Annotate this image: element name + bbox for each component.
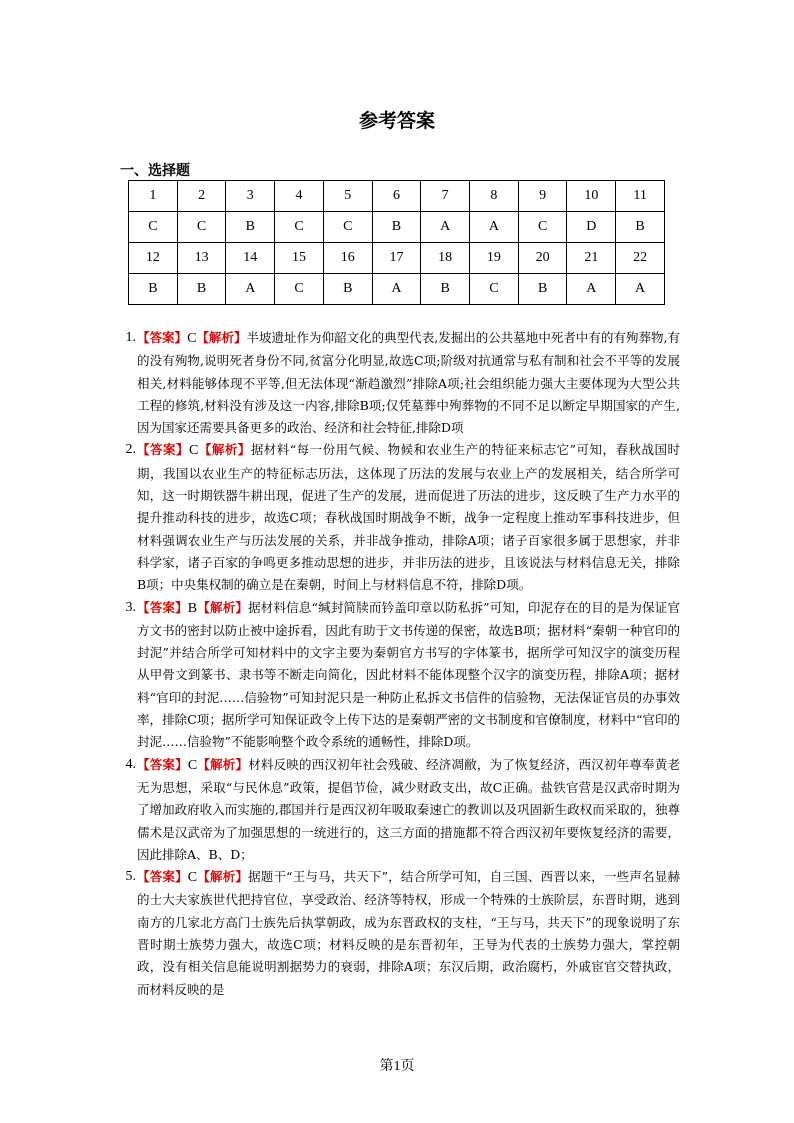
table-cell: A <box>616 274 665 305</box>
table-cell: 15 <box>275 243 324 274</box>
item-analysis: 据材料信息“缄封简牍而钤盖印章以防私拆”可知，印泥存在的目的是为保证官方文书的密封以防止被中途拆看，因此有助于文书传递的保密，故选B项；据材料“秦朝一种官印的封泥”并结合所学可知材料中的文字主要为秦朝官方书写的字体篆书，据所学可知汉字的演变历程从甲骨文到篆书、隶书等不断走向简化，因此材料不能体现整个汉字的演变历程，排除A项；据材料“官印的封泥……信验物”可知封泥只是一种防止私拆文书信件的信验物，无法保证官员的办事效率，排除C项；据所学可知保证政令上传下达的是秦朝严密的文书制度和官僚制度，材料中“官印的封泥……信验物”不能影响整个政令系统的通畅性，排除D项。 <box>137 599 680 750</box>
item-answer: C <box>187 331 197 346</box>
table-row <box>129 243 665 274</box>
section-title: 一、选择题 <box>120 163 190 179</box>
page-number: 第1页 <box>379 1059 415 1074</box>
table-cell: A <box>226 274 275 305</box>
answer-list <box>112 327 680 1001</box>
table-cell: B <box>226 212 275 243</box>
table-cell: 19 <box>470 243 519 274</box>
list-item <box>112 327 680 439</box>
table-cell: 13 <box>177 243 226 274</box>
analysis-tag: 【解析】 <box>197 756 249 772</box>
item-analysis: 据材料“每一份用气候、物候和农业生产的特征来标志它”可知，春秋战国时期，我国以农业生产的特征标志历法，这体现了历法的发展与农业上产的发展相关，结合所学可知，这一时期铁器牛耕出现，促进了生产的发展，进而促进了历法的进步，这反映了生产力水平的提升推动科技的进步，故选C项；春秋战国时期战争不断，战争一定程度上推动军事科技进步，但材料强调农业生产与历法发展的关系，并非战争推动，排除A项；诸子百家很多属于思想家，并非科学家，诸子百家的争鸣更多推动思想的进步，并非历法的进步，且该说法与材料信息无关，排除B项；中央集权制的确立是在秦朝，时间上与材料信息不符，排除D项。 <box>137 442 680 593</box>
page-title: 参考答案 <box>358 110 435 132</box>
analysis-tag: 【解析】 <box>197 599 249 615</box>
table-cell: 11 <box>616 181 665 212</box>
table-cell: C <box>323 212 372 243</box>
answer-table <box>128 180 665 305</box>
table-cell: 17 <box>372 243 421 274</box>
table-cell: 21 <box>567 243 616 274</box>
answer-tag: 【答案】 <box>137 756 188 772</box>
table-cell: B <box>177 274 226 305</box>
table-row <box>129 212 665 243</box>
answer-tag: 【答案】 <box>137 442 189 458</box>
item-analysis: 材料反映的西汉初年社会残破、经济凋敝，为了恢复经济，西汉初年尊奉黄老无为思想，采取“与民休息”政策，提倡节俭，减少财政支出，故C正确。盐铁官营是汉武帝时期为了增加政府收入而实施的,郡国并行是西汉初年吸取秦速亡的教训以及巩固新生政权而采取的，独尊儒术是汉武帝为了加强思想的一统进行的，这三方面的措施都不符合西汉初年要恢复经济的需要，因此排除A、B、D； <box>137 756 680 862</box>
table-cell: 16 <box>323 243 372 274</box>
table-cell: C <box>275 212 324 243</box>
table-cell: 3 <box>226 181 275 212</box>
list-item <box>112 597 680 754</box>
item-answer: C <box>187 870 198 886</box>
table-cell: D <box>567 212 616 243</box>
table-row <box>129 274 665 305</box>
item-answer: B <box>187 600 198 616</box>
table-cell: 14 <box>226 243 275 274</box>
table-cell: 7 <box>421 181 470 212</box>
table-cell: B <box>518 274 567 305</box>
table-cell: C <box>518 212 567 243</box>
item-number: 5. <box>125 869 136 885</box>
list-item <box>112 754 680 866</box>
table-cell: C <box>275 274 324 305</box>
item-number: 4. <box>125 756 136 772</box>
table-cell: A <box>470 212 519 243</box>
item-analysis: 半坡遗址作为仰韶文化的典型代表,发掘出的公共墓地中死者中有的有殉葬物,有的没有殉物,说明死者身份不同,贫富分化明显,故选C项;阶级对抗通常与私有制和社会不平等的发展相关,材料能够体现不平等,但无法体现“渐趋激烈”排除A项;社会组织能力强大主要体现为大型公共工程的修筑,材料没有涉及这一内容,排除B项;仅凭墓葬中殉葬物的不同不足以断定早期国家的产生,因为国家还需要具备更多的政治、经济和社会特征,排除D项 <box>137 330 680 436</box>
table-cell: B <box>323 274 372 305</box>
item-number: 3. <box>125 599 136 615</box>
table-row <box>129 181 665 212</box>
table-cell: 12 <box>129 243 178 274</box>
table-cell: 22 <box>616 243 665 274</box>
analysis-tag: 【解析】 <box>196 330 247 345</box>
table-cell: A <box>372 274 421 305</box>
table-cell: 20 <box>518 243 567 274</box>
answer-tag: 【答案】 <box>137 330 188 345</box>
table-cell: B <box>129 274 178 305</box>
answer-tag: 【答案】 <box>137 869 188 885</box>
table-cell: B <box>616 212 665 243</box>
item-answer: C <box>187 757 198 773</box>
table-cell: C <box>177 212 226 243</box>
table-cell: C <box>470 274 519 305</box>
list-item <box>112 866 680 1001</box>
table-cell: 2 <box>177 181 226 212</box>
table-cell: A <box>421 212 470 243</box>
item-answer: C <box>188 443 199 459</box>
table-cell: A <box>567 274 616 305</box>
table-cell: B <box>421 274 470 305</box>
table-cell: C <box>129 212 178 243</box>
table-cell: 4 <box>275 181 324 212</box>
table-cell: 8 <box>470 181 519 212</box>
table-cell: 5 <box>323 181 372 212</box>
item-number: 2. <box>125 442 136 458</box>
list-item <box>112 439 680 596</box>
analysis-tag: 【解析】 <box>197 869 249 885</box>
table-cell: 10 <box>567 181 616 212</box>
answer-tag: 【答案】 <box>137 599 188 615</box>
table-cell: B <box>372 212 421 243</box>
analysis-tag: 【解析】 <box>198 442 251 458</box>
table-cell: 18 <box>421 243 470 274</box>
table-cell: 1 <box>129 181 178 212</box>
item-analysis: 据题干“王与马，共天下”，结合所学可知，自三国、西晋以来，一些声名显赫的士大夫家族世代把持官位，享受政治、经济等特权，形成一个特殊的士族阶层，东晋时期，逃到南方的几家北方高门士族先后执掌朝政，成为东晋政权的支柱，“王与马，共天下”的现象说明了东晋时期士族势力强大，故选C项；材料反映的是东晋初年，王导为代表的士族势力强大，掌控朝政，没有相关信息能说明割据势力的衰弱，排除A项；东汉后期，政治腐朽，外戚宦官交替执政，而材料反映的是 <box>137 869 680 997</box>
item-number: 1. <box>125 330 136 345</box>
table-cell: 6 <box>372 181 421 212</box>
table-cell: 9 <box>518 181 567 212</box>
